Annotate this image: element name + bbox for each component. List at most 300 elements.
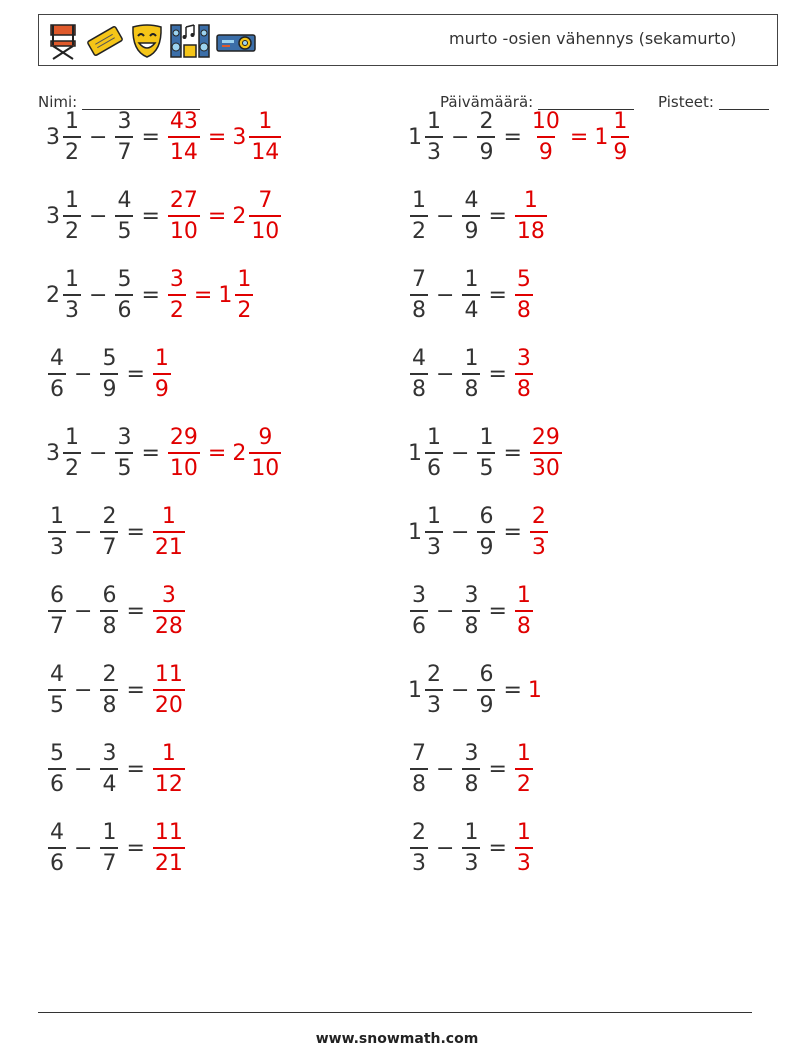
denominator: 5 — [48, 689, 66, 717]
numerator: 4 — [50, 820, 64, 846]
problem-item — [46, 338, 173, 410]
answer — [151, 506, 187, 559]
mixed-whole: 1 — [218, 282, 233, 308]
answer — [528, 108, 631, 165]
minuend-fraction — [425, 506, 443, 559]
minuend-fraction — [63, 187, 81, 244]
problem-item — [46, 813, 187, 885]
denominator: 3 — [462, 847, 480, 875]
denominator: 30 — [530, 452, 562, 480]
subtrahend-fraction — [477, 424, 495, 481]
minuend-fraction — [425, 424, 443, 481]
denominator: 8 — [515, 373, 533, 401]
numerator: 4 — [50, 345, 64, 371]
answer — [528, 506, 550, 559]
numerator: 1 — [154, 345, 169, 371]
numerator: 3 — [117, 424, 132, 450]
minuend-fraction — [410, 822, 428, 875]
denominator: 8 — [410, 768, 428, 796]
numerator: 1 — [65, 424, 79, 450]
denominator: 3 — [63, 294, 81, 322]
numerator: 3 — [169, 266, 184, 292]
answer-fraction — [153, 664, 185, 717]
problem-item — [408, 417, 564, 489]
denominator: 9 — [477, 689, 495, 717]
minuend-fraction — [410, 187, 428, 244]
subtrahend-fraction — [462, 266, 480, 323]
subtrahend-fraction — [100, 345, 118, 402]
numerator: 11 — [154, 820, 183, 846]
subtrahend-fraction — [462, 743, 480, 796]
answer — [528, 424, 564, 481]
answer-fraction — [515, 822, 533, 875]
directors-chair-icon — [45, 21, 81, 61]
answer — [151, 585, 187, 638]
minus-sign: − — [451, 440, 470, 466]
numerator: 1 — [65, 266, 79, 292]
equals-sign: = — [503, 520, 522, 545]
denominator: 18 — [515, 215, 547, 243]
theater-mask-icon — [129, 21, 165, 61]
numerator: 3 — [102, 741, 117, 767]
minuend-fraction — [425, 664, 443, 717]
equals-sign: = — [126, 678, 145, 704]
denominator: 4 — [462, 294, 480, 322]
denominator: 8 — [410, 294, 428, 322]
denominator: 3 — [425, 531, 443, 559]
numerator: 4 — [464, 187, 479, 213]
problem-item — [408, 497, 550, 569]
denominator: 7 — [100, 531, 118, 559]
answer-whole: 1 — [527, 678, 542, 704]
answer-fraction — [515, 266, 533, 323]
denominator: 6 — [48, 373, 66, 401]
answer — [513, 822, 535, 875]
numerator: 4 — [412, 345, 426, 371]
numerator: 7 — [258, 187, 273, 213]
whole-number: 2 — [46, 282, 60, 308]
denominator: 5 — [477, 452, 495, 480]
mixed-fraction — [611, 108, 629, 165]
mixed-fraction — [249, 424, 281, 481]
denominator: 2 — [63, 452, 81, 480]
problem-item — [408, 655, 543, 727]
numerator: 2 — [531, 504, 546, 529]
numerator: 7 — [412, 741, 426, 767]
problem-item — [46, 259, 255, 331]
equals-sign: = — [488, 361, 507, 387]
denominator: 5 — [115, 215, 133, 243]
equals-sign: = — [126, 361, 145, 387]
numerator: 2 — [412, 820, 426, 846]
answer-fraction — [168, 424, 200, 481]
numerator: 27 — [169, 187, 198, 213]
denominator: 12 — [153, 768, 185, 796]
subtrahend-fraction — [462, 187, 480, 244]
numerator: 3 — [516, 345, 531, 371]
numerator: 1 — [464, 266, 479, 292]
equals-sign: = — [141, 282, 160, 308]
minuend-fraction — [410, 743, 428, 796]
numerator: 6 — [102, 583, 117, 609]
numerator: 1 — [479, 424, 494, 450]
denominator: 2 — [63, 215, 81, 243]
worksheet-header — [38, 14, 778, 66]
minuend-fraction — [48, 345, 66, 402]
problem-item — [408, 180, 549, 252]
denominator: 10 — [249, 215, 281, 243]
denominator: 6 — [410, 610, 428, 638]
denominator: 8 — [515, 610, 533, 638]
numerator: 1 — [427, 424, 441, 450]
denominator: 2 — [168, 294, 186, 322]
minus-sign: − — [89, 124, 108, 150]
numerator: 1 — [427, 108, 441, 134]
equals-sign: = — [503, 124, 522, 150]
answer-fraction — [153, 506, 185, 559]
minus-sign: − — [74, 520, 93, 545]
numerator: 1 — [161, 741, 176, 767]
subtrahend-fraction — [100, 506, 118, 559]
answer-fraction — [515, 345, 533, 402]
mixed-whole: 2 — [232, 203, 247, 229]
denominator: 3 — [425, 136, 443, 164]
answer — [513, 266, 535, 323]
answer-fraction — [515, 743, 533, 796]
whole-number: 1 — [408, 440, 422, 466]
minuend-fraction — [63, 424, 81, 481]
denominator: 8 — [410, 373, 428, 401]
numerator: 5 — [516, 266, 531, 292]
numerator: 7 — [412, 266, 426, 292]
numerator: 1 — [102, 820, 117, 846]
mixed-whole: 2 — [232, 440, 247, 466]
denominator: 9 — [537, 136, 555, 164]
numerator: 6 — [479, 662, 494, 688]
minus-sign: − — [436, 203, 455, 229]
denominator: 3 — [48, 531, 66, 559]
answer-fraction — [153, 345, 171, 402]
projector-icon — [215, 21, 257, 61]
problem-item — [46, 180, 283, 252]
equals-sign: = — [126, 757, 145, 783]
whole-number: 3 — [46, 203, 60, 229]
answer-fraction — [153, 822, 185, 875]
whole-number: 1 — [408, 678, 422, 704]
numerator: 1 — [427, 504, 441, 529]
equals-sign: = — [193, 282, 213, 308]
answer — [151, 822, 187, 875]
problem-item — [408, 259, 535, 331]
minus-sign: − — [436, 836, 455, 862]
minus-sign: − — [436, 361, 455, 387]
numerator: 2 — [479, 108, 494, 134]
equals-sign: = — [488, 599, 507, 625]
denominator: 3 — [425, 689, 443, 717]
denominator: 8 — [462, 610, 480, 638]
answer — [513, 743, 535, 796]
numerator: 29 — [169, 424, 198, 450]
numerator: 1 — [516, 583, 531, 609]
denominator: 7 — [100, 847, 118, 875]
name-label: Nimi: — [38, 93, 78, 111]
answer-fraction — [530, 424, 562, 481]
equals-sign: = — [126, 520, 145, 545]
numerator: 6 — [479, 504, 494, 529]
mixed-fraction — [249, 187, 281, 244]
whole-number: 1 — [408, 124, 422, 150]
header-icons — [45, 20, 257, 62]
answer-fraction — [153, 585, 185, 638]
problem-item — [408, 101, 631, 173]
numerator: 5 — [117, 266, 132, 292]
denominator: 3 — [530, 531, 548, 559]
minus-sign: − — [436, 282, 455, 308]
minus-sign: − — [451, 124, 470, 150]
denominator: 6 — [115, 294, 133, 322]
problem-item — [408, 813, 535, 885]
answer — [151, 345, 173, 402]
whole-number: 1 — [408, 520, 422, 545]
answer — [166, 266, 255, 323]
equals-sign: = — [488, 757, 507, 783]
minuend-fraction — [410, 345, 428, 402]
subtrahend-fraction — [115, 187, 133, 244]
subtrahend-fraction — [462, 345, 480, 402]
equals-sign: = — [126, 836, 145, 862]
numerator: 4 — [50, 662, 64, 688]
numerator: 1 — [65, 108, 79, 134]
numerator: 1 — [464, 345, 479, 371]
score-field — [658, 93, 769, 111]
minuend-fraction — [48, 822, 66, 875]
minuend-fraction — [48, 743, 66, 796]
answer-fraction — [530, 506, 548, 559]
answer-fraction — [515, 187, 547, 244]
numerator: 1 — [258, 108, 273, 134]
denominator: 14 — [249, 136, 281, 164]
answer — [513, 585, 535, 638]
numerator: 6 — [50, 583, 64, 609]
answer-fraction — [168, 266, 186, 323]
numerator: 1 — [464, 820, 479, 846]
footer-divider — [38, 1012, 752, 1013]
numerator: 10 — [531, 108, 560, 134]
cinema-ticket-icon — [85, 21, 125, 61]
mixed-whole: 1 — [594, 124, 609, 150]
denominator: 2 — [63, 136, 81, 164]
denominator: 21 — [153, 847, 185, 875]
denominator: 9 — [477, 136, 495, 164]
denominator: 6 — [48, 847, 66, 875]
denominator: 8 — [462, 373, 480, 401]
subtrahend-fraction — [115, 108, 133, 165]
numerator: 4 — [117, 187, 132, 213]
equals-sign: = — [141, 440, 160, 466]
problem-item — [408, 338, 535, 410]
problem-item — [408, 734, 535, 806]
denominator: 6 — [425, 452, 443, 480]
equals-sign: = — [126, 599, 145, 625]
numerator: 1 — [161, 504, 176, 529]
denominator: 14 — [168, 136, 200, 164]
numerator: 1 — [523, 187, 538, 213]
denominator: 8 — [462, 768, 480, 796]
subtrahend-fraction — [477, 664, 495, 717]
answer — [151, 664, 187, 717]
equals-sign: = — [207, 124, 227, 150]
minus-sign: − — [74, 757, 93, 783]
whole-number: 3 — [46, 440, 60, 466]
numerator: 1 — [516, 820, 531, 846]
numerator: 1 — [613, 108, 628, 134]
footer-url: www.snowmath.com — [315, 1031, 479, 1047]
answer-fraction — [515, 585, 533, 638]
denominator: 3 — [410, 847, 428, 875]
equals-sign: = — [569, 124, 589, 150]
minus-sign: − — [89, 282, 108, 308]
numerator: 3 — [464, 741, 479, 767]
subtrahend-fraction — [100, 664, 118, 717]
denominator: 5 — [115, 452, 133, 480]
subtrahend-fraction — [100, 743, 118, 796]
answer — [166, 108, 283, 165]
denominator: 21 — [153, 531, 185, 559]
equals-sign: = — [488, 836, 507, 862]
score-blank[interactable] — [719, 93, 769, 110]
numerator: 9 — [258, 424, 273, 450]
minus-sign: − — [436, 757, 455, 783]
denominator: 10 — [249, 452, 281, 480]
subtrahend-fraction — [477, 506, 495, 559]
minuend-fraction — [48, 664, 66, 717]
subtrahend-fraction — [462, 822, 480, 875]
answer-fraction — [168, 108, 200, 165]
subtrahend-fraction — [462, 585, 480, 638]
numerator: 11 — [154, 662, 183, 688]
minus-sign: − — [74, 678, 93, 704]
minus-sign: − — [89, 203, 108, 229]
denominator: 10 — [168, 452, 200, 480]
answer-fraction — [168, 187, 200, 244]
minuend-fraction — [48, 585, 66, 638]
problem-item — [46, 576, 187, 648]
answer — [528, 678, 543, 703]
answer-fraction — [530, 108, 562, 165]
numerator: 1 — [516, 741, 531, 767]
answer — [166, 424, 283, 481]
mixed-fraction — [235, 266, 253, 323]
minus-sign: − — [451, 678, 470, 704]
minus-sign: − — [74, 836, 93, 862]
denominator: 8 — [515, 294, 533, 322]
numerator: 3 — [412, 583, 426, 609]
equals-sign: = — [141, 124, 160, 150]
denominator: 28 — [153, 610, 185, 638]
subtrahend-fraction — [115, 424, 133, 481]
numerator: 1 — [65, 187, 79, 213]
numerator: 1 — [237, 266, 252, 292]
denominator: 2 — [515, 768, 533, 796]
equals-sign: = — [488, 203, 507, 229]
numerator: 5 — [50, 741, 64, 767]
numerator: 29 — [531, 424, 560, 450]
mixed-whole: 3 — [232, 124, 247, 150]
answer — [166, 187, 283, 244]
numerator: 2 — [102, 662, 117, 688]
minus-sign: − — [436, 599, 455, 625]
numerator: 3 — [464, 583, 479, 609]
minus-sign: − — [451, 520, 470, 545]
subtrahend-fraction — [100, 585, 118, 638]
equals-sign: = — [141, 203, 160, 229]
mixed-fraction — [249, 108, 281, 165]
equals-sign: = — [488, 282, 507, 308]
problem-item — [408, 576, 535, 648]
problem-item — [46, 497, 187, 569]
numerator: 1 — [50, 504, 64, 529]
equals-sign: = — [207, 440, 227, 466]
problem-item — [46, 655, 187, 727]
denominator: 2 — [410, 215, 428, 243]
numerator: 5 — [102, 345, 117, 371]
worksheet-title: murto -osien vähennys (sekamurto) — [449, 29, 737, 48]
denominator: 7 — [115, 136, 133, 164]
speakers-icon — [169, 21, 211, 61]
whole-number: 3 — [46, 124, 60, 150]
denominator: 6 — [48, 768, 66, 796]
minus-sign: − — [74, 599, 93, 625]
date-label: Päivämäärä: — [440, 93, 534, 111]
equals-sign: = — [503, 440, 522, 466]
problem-item — [46, 734, 187, 806]
numerator: 2 — [427, 662, 441, 688]
denominator: 8 — [100, 610, 118, 638]
problem-item — [46, 101, 283, 173]
equals-sign: = — [207, 203, 227, 229]
minus-sign: − — [74, 361, 93, 387]
minuend-fraction — [410, 266, 428, 323]
denominator: 8 — [100, 689, 118, 717]
denominator: 2 — [235, 294, 253, 322]
subtrahend-fraction — [115, 266, 133, 323]
equals-sign: = — [503, 678, 522, 704]
minuend-fraction — [425, 108, 443, 165]
numerator: 3 — [161, 583, 176, 609]
denominator: 3 — [515, 847, 533, 875]
answer — [151, 743, 187, 796]
minus-sign: − — [89, 440, 108, 466]
subtrahend-fraction — [477, 108, 495, 165]
denominator: 9 — [611, 136, 629, 164]
minuend-fraction — [48, 506, 66, 559]
denominator: 7 — [48, 610, 66, 638]
denominator: 9 — [153, 373, 171, 401]
denominator: 10 — [168, 215, 200, 243]
numerator: 2 — [102, 504, 117, 529]
problem-item — [46, 417, 283, 489]
numerator: 43 — [169, 108, 198, 134]
denominator: 20 — [153, 689, 185, 717]
minuend-fraction — [63, 108, 81, 165]
answer — [513, 187, 549, 244]
numerator: 3 — [117, 108, 132, 134]
minuend-fraction — [410, 585, 428, 638]
answer — [513, 345, 535, 402]
minuend-fraction — [63, 266, 81, 323]
denominator: 9 — [462, 215, 480, 243]
numerator: 1 — [412, 187, 426, 213]
